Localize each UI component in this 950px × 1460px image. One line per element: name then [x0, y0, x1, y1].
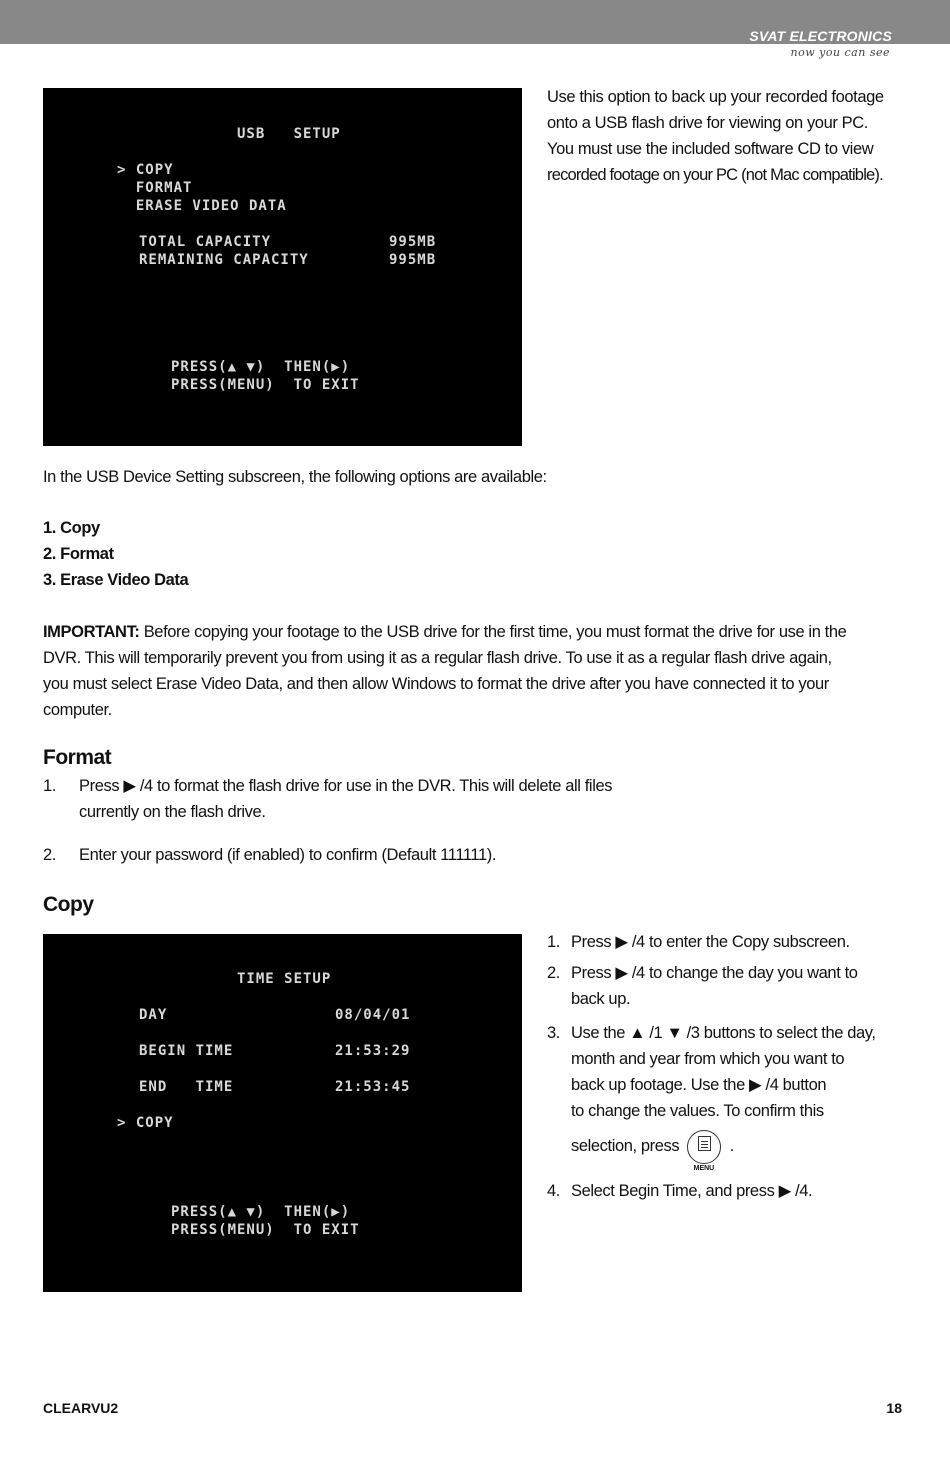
- step-number: 4.: [547, 1182, 560, 1200]
- remaining-capacity-label: REMAINING CAPACITY: [139, 252, 309, 268]
- time-screen-hint-navigate: PRESS(▲ ▼) THEN(▶): [171, 1204, 351, 1220]
- total-capacity-value: 995MB: [389, 234, 437, 250]
- usb-screen-hint-navigate: PRESS(▲ ▼) THEN(▶): [171, 359, 351, 375]
- step-number: 2.: [547, 964, 560, 982]
- usb-screen-title: USB SETUP: [237, 126, 341, 142]
- option-format: 2. Format: [43, 545, 114, 563]
- step-text: selection, press: [571, 1137, 680, 1155]
- intro-line: Use this option to back up your recorded footage: [547, 88, 884, 106]
- intro-paragraph: [547, 84, 907, 188]
- step-text: Select Begin Time, and press ▶ /4.: [571, 1182, 813, 1200]
- step-number: 1.: [43, 777, 56, 795]
- format-heading: Format: [43, 746, 112, 769]
- copy-cursor-item: > COPY: [117, 1115, 174, 1131]
- menu-button-icon: [687, 1130, 721, 1172]
- step-text: Enter your password (if enabled) to confirm (Default 111111).: [79, 846, 497, 864]
- intro-line: You must use the included software CD to view: [547, 140, 874, 158]
- step-text: back up.: [571, 990, 631, 1008]
- important-text: you must select Erase Video Data, and then allow Windows to format the drive after you have connected it to your: [43, 675, 829, 693]
- important-label: IMPORTANT:: [43, 623, 140, 641]
- step-text: Press ▶ /4 to format the flash drive for use in the DVR. This will delete all files: [79, 777, 613, 795]
- usb-screen-hint-exit: PRESS(MENU) TO EXIT: [171, 377, 360, 393]
- step-text: currently on the flash drive.: [79, 803, 266, 821]
- important-text: Before copying your footage to the USB drive for the first time, you must format the drive for use in the: [139, 623, 847, 641]
- options-lead: In the USB Device Setting subscreen, the following options are available:: [43, 468, 547, 486]
- option-copy: 1. Copy: [43, 519, 100, 537]
- footer-product-name: CLEARVU2: [43, 1400, 119, 1416]
- step-text: to change the values. To confirm this: [571, 1102, 824, 1120]
- step-number: 2.: [43, 846, 56, 864]
- step-text: Press ▶ /4 to change the day you want to: [571, 964, 858, 982]
- copy-heading: Copy: [43, 893, 94, 916]
- brand-name: SVAT ELECTRONICS: [749, 28, 892, 44]
- intro-line: recorded footage on your PC (not Mac compatible).: [547, 166, 883, 184]
- time-screen-title: TIME SETUP: [237, 971, 332, 987]
- footer-page-number: 18: [886, 1400, 902, 1416]
- end-time-label: END TIME: [139, 1079, 234, 1095]
- time-screen-hint-exit: PRESS(MENU) TO EXIT: [171, 1222, 360, 1238]
- brand-tagline: now you can see: [790, 46, 890, 59]
- time-setup-screen: [43, 934, 522, 1292]
- menu-icon-label: MENU: [693, 1164, 715, 1172]
- option-erase-video-data: 3. Erase Video Data: [43, 571, 189, 589]
- step-number: 1.: [547, 933, 560, 951]
- important-text: DVR. This will temporarily prevent you from using it as a regular flash drive. To use it as a regular flash drive again,: [43, 649, 832, 667]
- step-text: .: [729, 1137, 734, 1155]
- usb-menu-item-copy: > COPY: [117, 162, 174, 178]
- usb-menu-item-format: FORMAT: [117, 180, 193, 196]
- total-capacity-label: TOTAL CAPACITY: [139, 234, 272, 250]
- important-note: [43, 619, 913, 723]
- begin-time-value: 21:53:29: [335, 1043, 411, 1059]
- day-value: 08/04/01: [335, 1007, 411, 1023]
- step-text: Use the ▲ /1 ▼ /3 buttons to select the day,: [571, 1024, 876, 1042]
- intro-line: onto a USB flash drive for viewing on your PC.: [547, 114, 868, 132]
- usb-menu-item-erase: ERASE VIDEO DATA: [117, 198, 287, 214]
- step-text: month and year from which you want to: [571, 1050, 845, 1068]
- step-number: 3.: [547, 1024, 560, 1042]
- day-label: DAY: [139, 1007, 168, 1023]
- begin-time-label: BEGIN TIME: [139, 1043, 234, 1059]
- remaining-capacity-value: 995MB: [389, 252, 437, 268]
- end-time-value: 21:53:45: [335, 1079, 411, 1095]
- step-text: back up footage. Use the ▶ /4 button: [571, 1076, 827, 1094]
- step-text: Press ▶ /4 to enter the Copy subscreen.: [571, 933, 850, 951]
- usb-setup-screen: [43, 88, 522, 446]
- important-text: computer.: [43, 701, 112, 719]
